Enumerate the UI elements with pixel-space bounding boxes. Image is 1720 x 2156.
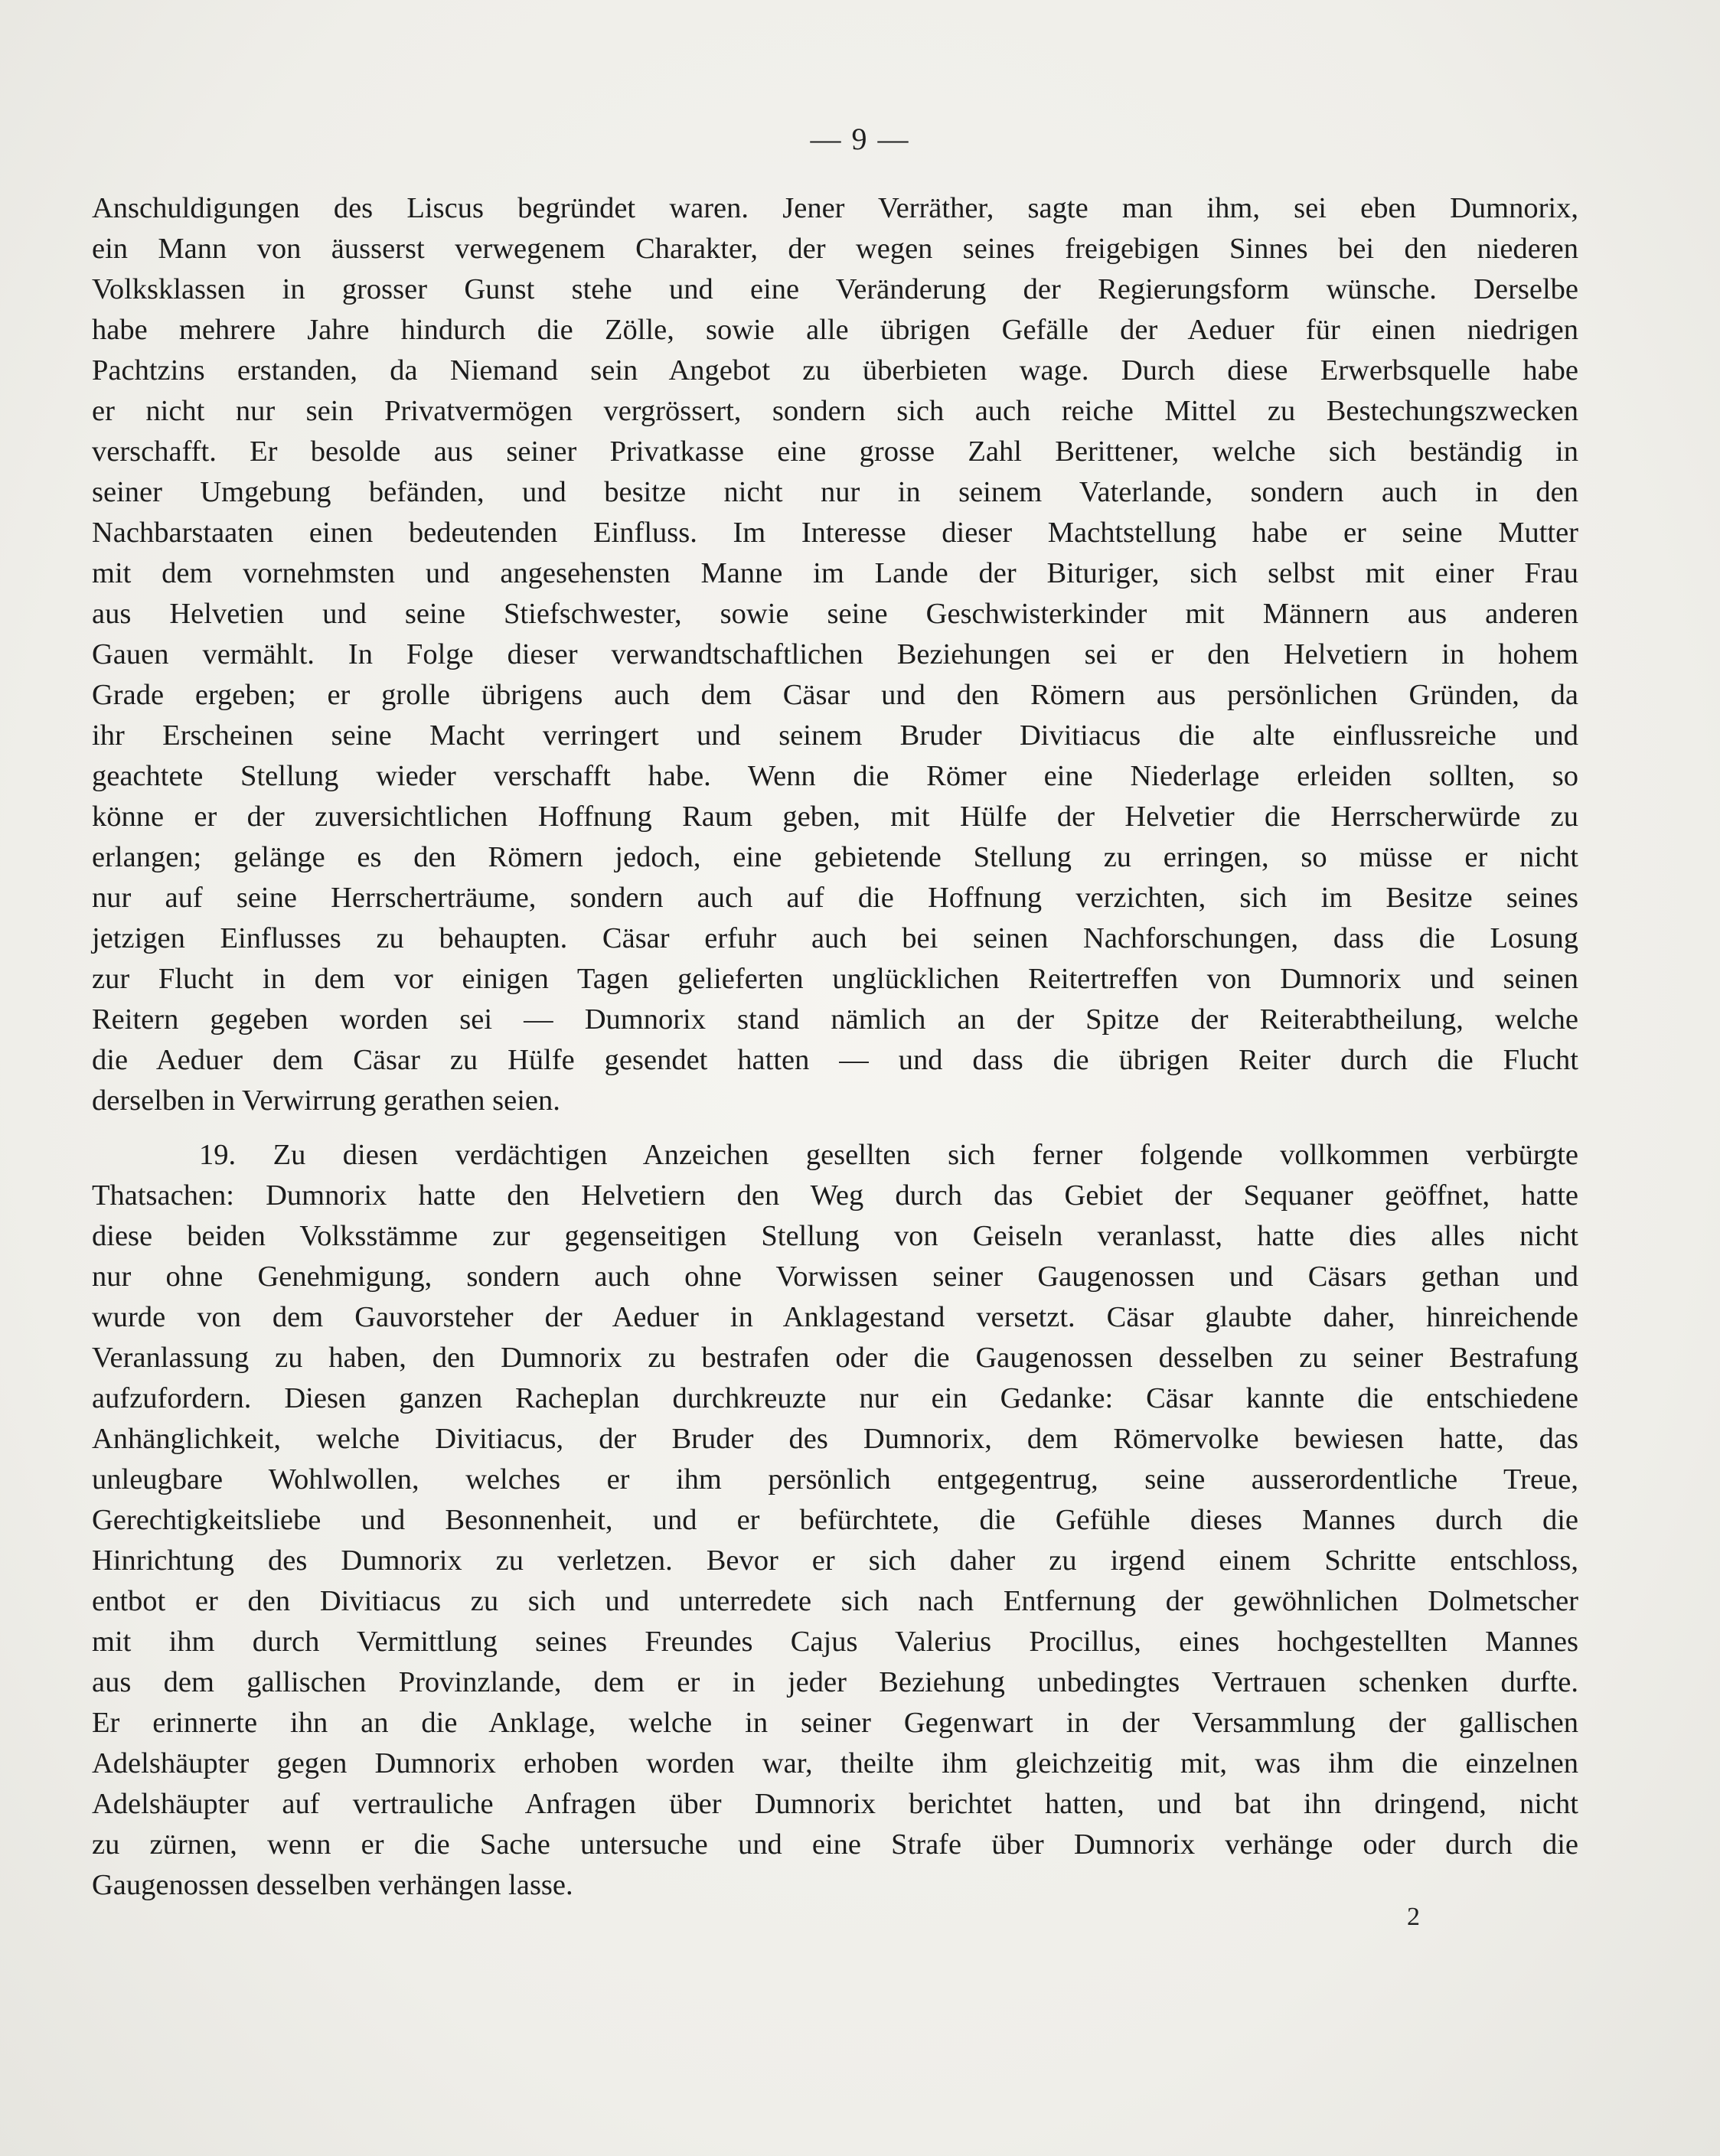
paragraph-1	[92, 188, 1578, 1121]
text-line: geachtete Stellung wieder verschafft habe. Wenn die Römer eine Niederlage erleiden sollten, so	[92, 760, 1578, 792]
text-line: er nicht nur sein Privatvermögen vergrössert, sondern sich auch reiche Mittel zu Bestechungszwecken	[92, 395, 1578, 427]
page-number: — 9 —	[810, 122, 910, 156]
text-line: nur auf seine Herrscherträume, sondern auch auf die Hoffnung verzichten, sich im Besitze seines	[92, 882, 1578, 914]
text-line: entbot er den Divitiacus zu sich und unterredete sich nach Entfernung der gewöhnlichen Dolmetscher	[92, 1585, 1578, 1617]
text-line: Gauen vermählt. In Folge dieser verwandtschaftlichen Beziehungen sei er den Helvetiern in hohem	[92, 638, 1578, 670]
text-line: mit dem vornehmsten und angesehensten Manne im Lande der Bituriger, sich selbst mit einer Frau	[92, 557, 1578, 589]
text-line: Anhänglichkeit, welche Divitiacus, der Bruder des Dumnorix, dem Römervolke bewiesen hatte, das	[92, 1423, 1578, 1455]
text-line: Adelshäupter auf vertrauliche Anfragen über Dumnorix berichtet hatten, und bat ihn dringend, nicht	[92, 1788, 1578, 1820]
text-line: zur Flucht in dem vor einigen Tagen gelieferten unglücklichen Reitertreffen von Dumnorix und seinen	[92, 963, 1578, 995]
text-line: zu zürnen, wenn er die Sache untersuche und eine Strafe über Dumnorix verhänge oder durch die	[92, 1828, 1578, 1861]
text-line: Volksklassen in grosser Gunst stehe und eine Veränderung der Regierungsform wünsche. Derselbe	[92, 273, 1578, 305]
text-line: Hinrichtung des Dumnorix zu verletzen. Bevor er sich daher zu irgend einem Schritte entschloss,	[92, 1544, 1578, 1577]
text-line: Adelshäupter gegen Dumnorix erhoben worden war, theilte ihm gleichzeitig mit, was ihm die einzelnen	[92, 1747, 1578, 1779]
sheet-signature: 2	[1407, 1903, 1420, 1931]
text-line: aufzufordern. Diesen ganzen Racheplan durchkreuzte nur ein Gedanke: Cäsar kannte die entschiedene	[92, 1382, 1578, 1414]
text-line: wurde von dem Gauvorsteher der Aeduer in Anklagestand versetzt. Cäsar glaubte daher, hinreichende	[92, 1301, 1578, 1333]
text-line: Nachbarstaaten einen bedeutenden Einfluss. Im Interesse dieser Machtstellung habe er seine Mutter	[92, 517, 1578, 549]
text-line: verschafft. Er besolde aus seiner Privatkasse eine grosse Zahl Berittener, welche sich beständig in	[92, 435, 1578, 468]
text-line: nur ohne Genehmigung, sondern auch ohne Vorwissen seiner Gaugenossen und Cäsars gethan und	[92, 1261, 1578, 1293]
text-line: diese beiden Volksstämme zur gegenseitigen Stellung von Geiseln veranlasst, hatte dies alles nicht	[92, 1220, 1578, 1252]
text-line: Anschuldigungen des Liscus begründet waren. Jener Verräther, sagte man ihm, sei eben Dumnorix,	[92, 192, 1578, 224]
text-line: Er erinnerte ihn an die Anklage, welche in seiner Gegenwart in der Versammlung der gallischen	[92, 1707, 1578, 1739]
text-line: habe mehrere Jahre hindurch die Zölle, sowie alle übrigen Gefälle der Aeduer für einen niedrigen	[92, 314, 1578, 346]
text-line: Thatsachen: Dumnorix hatte den Helvetiern den Weg durch das Gebiet der Sequaner geöffnet, hatte	[92, 1179, 1578, 1212]
text-line: ihr Erscheinen seine Macht verringert und seinem Bruder Divitiacus die alte einflussreiche und	[92, 719, 1578, 752]
text-line: 19. Zu diesen verdächtigen Anzeichen gesellten sich ferner folgende vollkommen verbürgte	[199, 1139, 1578, 1171]
text-line: unleugbare Wohlwollen, welches er ihm persönlich entgegentrug, seine ausserordentliche Treue,	[92, 1463, 1578, 1496]
text-line: seiner Umgebung befänden, und besitze nicht nur in seinem Vaterlande, sondern auch in den	[92, 476, 1578, 508]
text-line: aus Helvetien und seine Stiefschwester, sowie seine Geschwisterkinder mit Männern aus anderen	[92, 598, 1578, 630]
text-line: Gaugenossen desselben verhängen lasse.	[92, 1869, 573, 1901]
text-line: aus dem gallischen Provinzlande, dem er in jeder Beziehung unbedingtes Vertrauen schenken durfte.	[92, 1666, 1578, 1698]
text-line: die Aeduer dem Cäsar zu Hülfe gesendet hatten — und dass die übrigen Reiter durch die Flucht	[92, 1044, 1578, 1076]
text-line: derselben in Verwirrung gerathen seien.	[92, 1085, 560, 1117]
text-line: Gerechtigkeitsliebe und Besonnenheit, und er befürchtete, die Gefühle dieses Mannes durch die	[92, 1504, 1578, 1536]
body-text	[92, 188, 1578, 1906]
text-line: jetzigen Einflusses zu behaupten. Cäsar erfuhr auch bei seinen Nachforschungen, dass die Losung	[92, 922, 1578, 954]
text-line: ein Mann von äusserst verwegenem Charakter, der wegen seines freigebigen Sinnes bei den niederen	[92, 233, 1578, 265]
text-line: mit ihm durch Vermittlung seines Freundes Cajus Valerius Procillus, eines hochgestellten Mannes	[92, 1626, 1578, 1658]
text-line: Reitern gegeben worden sei — Dumnorix stand nämlich an der Spitze der Reiterabtheilung, welche	[92, 1003, 1578, 1036]
text-line: erlangen; gelänge es den Römern jedoch, eine gebietende Stellung zu erringen, so müsse er nicht	[92, 841, 1578, 873]
text-line: Pachtzins erstanden, da Niemand sein Angebot zu überbieten wage. Durch diese Erwerbsquelle habe	[92, 354, 1578, 387]
text-line: Veranlassung zu haben, den Dumnorix zu bestrafen oder die Gaugenossen desselben zu seiner Bestrafung	[92, 1342, 1578, 1374]
text-line: Grade ergeben; er grolle übrigens auch dem Cäsar und den Römern aus persönlichen Gründen, da	[92, 679, 1578, 711]
paragraph-2	[92, 1135, 1578, 1906]
text-line: könne er der zuversichtlichen Hoffnung Raum geben, mit Hülfe der Helvetier die Herrscherwürde zu	[92, 801, 1578, 833]
